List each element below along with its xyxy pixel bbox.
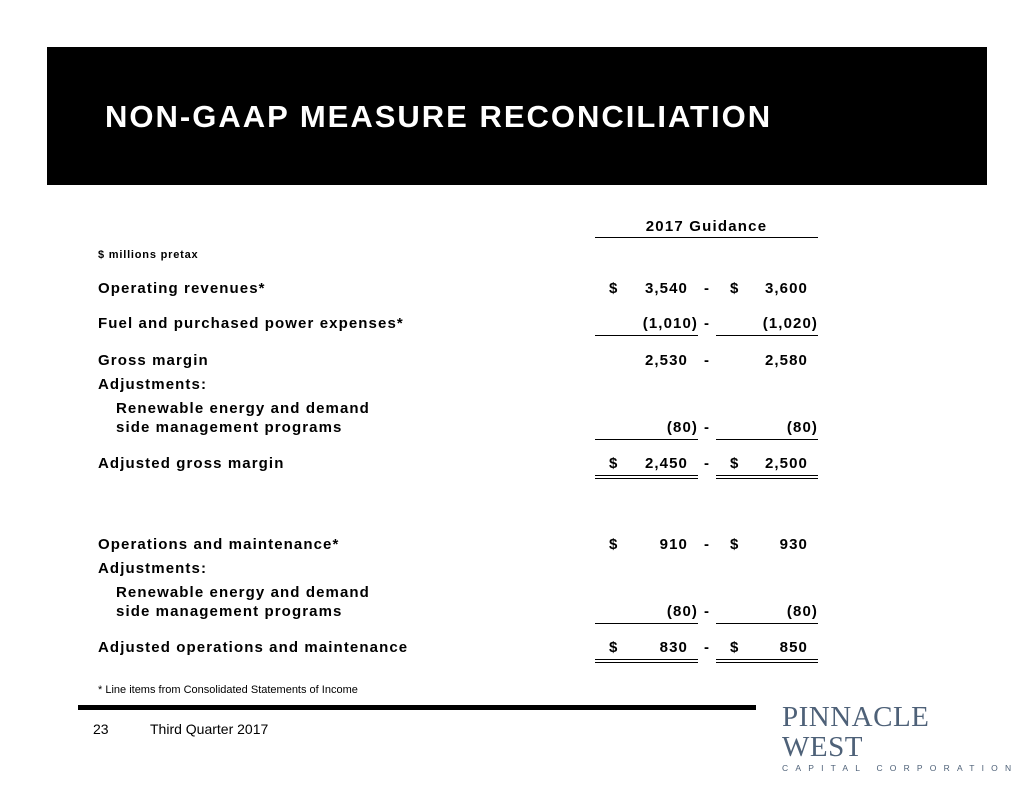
low-value-cell: $ 3,540 (609, 280, 688, 297)
range-dash: - (703, 315, 711, 332)
range-dash: - (703, 352, 711, 369)
logo-subtitle: CAPITAL CORPORATION (782, 763, 1019, 773)
low-value-cell: $ 830 (595, 639, 698, 663)
row-label: side management programs (116, 419, 343, 436)
high-value-cell: 2,580 (764, 352, 808, 369)
row-label: Adjustments: (98, 560, 208, 577)
page-title: NON-GAAP MEASURE RECONCILIATION (105, 99, 773, 134)
high-value-cell: $ 2,500 (716, 455, 818, 479)
table-row-renewable-energy (0, 584, 1034, 604)
low-value-cell: 2,530 (644, 352, 688, 369)
low-value-cell: $ 2,450 (595, 455, 698, 479)
row-label: Renewable energy and demand (116, 584, 370, 601)
table-row-adjustments (0, 376, 1034, 396)
high-value-cell: (80) (716, 603, 818, 624)
row-label: Adjusted gross margin (98, 455, 285, 472)
high-value-cell: (80) (716, 419, 818, 440)
high-value-cell: $ 930 (730, 536, 808, 553)
table-row-side-management (0, 603, 1034, 623)
range-dash: - (703, 603, 711, 620)
table-row-operations-maintenance (0, 536, 1034, 556)
pinnacle-west-logo (782, 701, 1019, 773)
high-value-cell: (1,020) (716, 315, 818, 336)
range-dash: - (703, 280, 711, 297)
low-value-cell: $ 910 (609, 536, 688, 553)
range-dash: - (703, 455, 711, 472)
footer-divider (78, 705, 756, 710)
page-number: 23 (93, 721, 109, 737)
table-row-renewable-energy (0, 400, 1034, 420)
low-value-cell: (1,010) (595, 315, 698, 336)
units-label: $ millions pretax (98, 249, 199, 261)
row-label: side management programs (116, 603, 343, 620)
row-label: Fuel and purchased power expenses* (98, 315, 404, 332)
range-dash: - (703, 639, 711, 656)
row-label: Renewable energy and demand (116, 400, 370, 417)
low-value-cell: (80) (595, 603, 698, 624)
range-dash: - (703, 536, 711, 553)
row-label: Operating revenues* (98, 280, 266, 297)
row-label: Gross margin (98, 352, 209, 369)
footer-text: Third Quarter 2017 (150, 721, 269, 737)
table-row-side-management (0, 419, 1034, 439)
table-row-fuel-purchased-power (0, 315, 1034, 335)
high-value-cell: $ 3,600 (730, 280, 808, 297)
low-value-cell: (80) (595, 419, 698, 440)
table-row-operating-revenues (0, 280, 1034, 300)
row-label: Adjusted operations and maintenance (98, 639, 409, 656)
table-row-gross-margin (0, 352, 1034, 372)
title-bar (47, 47, 987, 185)
footnote: * Line items from Consolidated Statements of Income (98, 684, 358, 696)
logo-name: PINNACLE WEST (782, 701, 930, 763)
range-dash: - (703, 419, 711, 436)
row-label: Operations and maintenance* (98, 536, 340, 553)
row-label: Adjustments: (98, 376, 208, 393)
table-row-adjustments (0, 560, 1034, 580)
table-row-adjusted-operations-maintenance (0, 639, 1034, 659)
table-row-adjusted-gross-margin (0, 455, 1034, 475)
column-header-2017-guidance: 2017 Guidance (595, 218, 818, 238)
high-value-cell: $ 850 (716, 639, 818, 663)
